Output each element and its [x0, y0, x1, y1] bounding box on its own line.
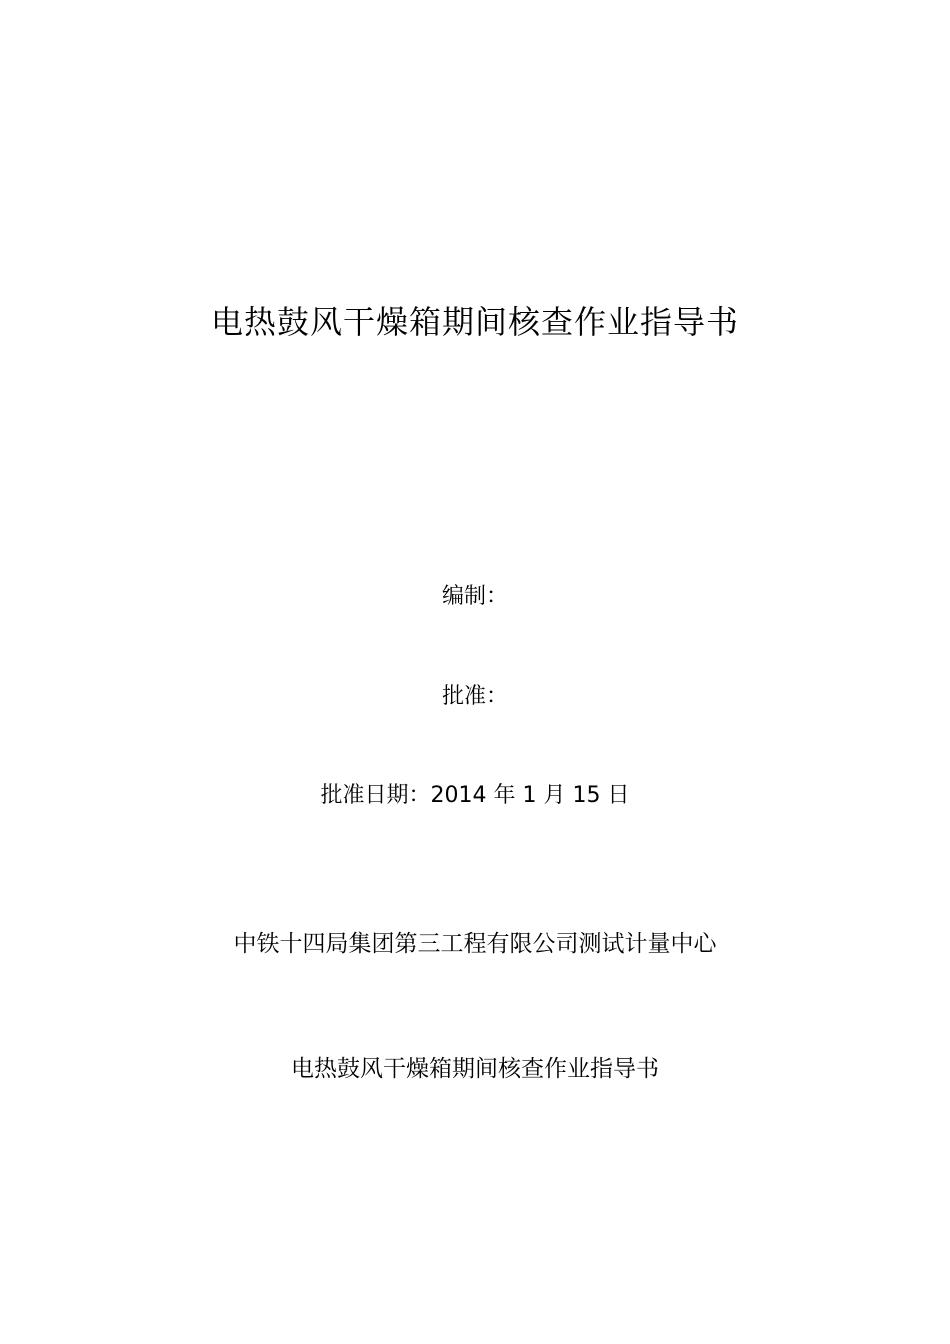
organization-name: 中铁十四局集团第三工程有限公司测试计量中心: [233, 931, 717, 957]
document-title: 电热鼓风干燥箱期间核查作业指导书: [210, 303, 739, 341]
document-subtitle: 电热鼓风干燥箱期间核查作业指导书: [291, 1056, 659, 1082]
compiled-by-label: 编制：: [441, 584, 508, 609]
approved-by-label: 批准：: [441, 684, 508, 709]
approval-date: 批准日期：2014 年 1 月 15 日: [320, 783, 630, 808]
